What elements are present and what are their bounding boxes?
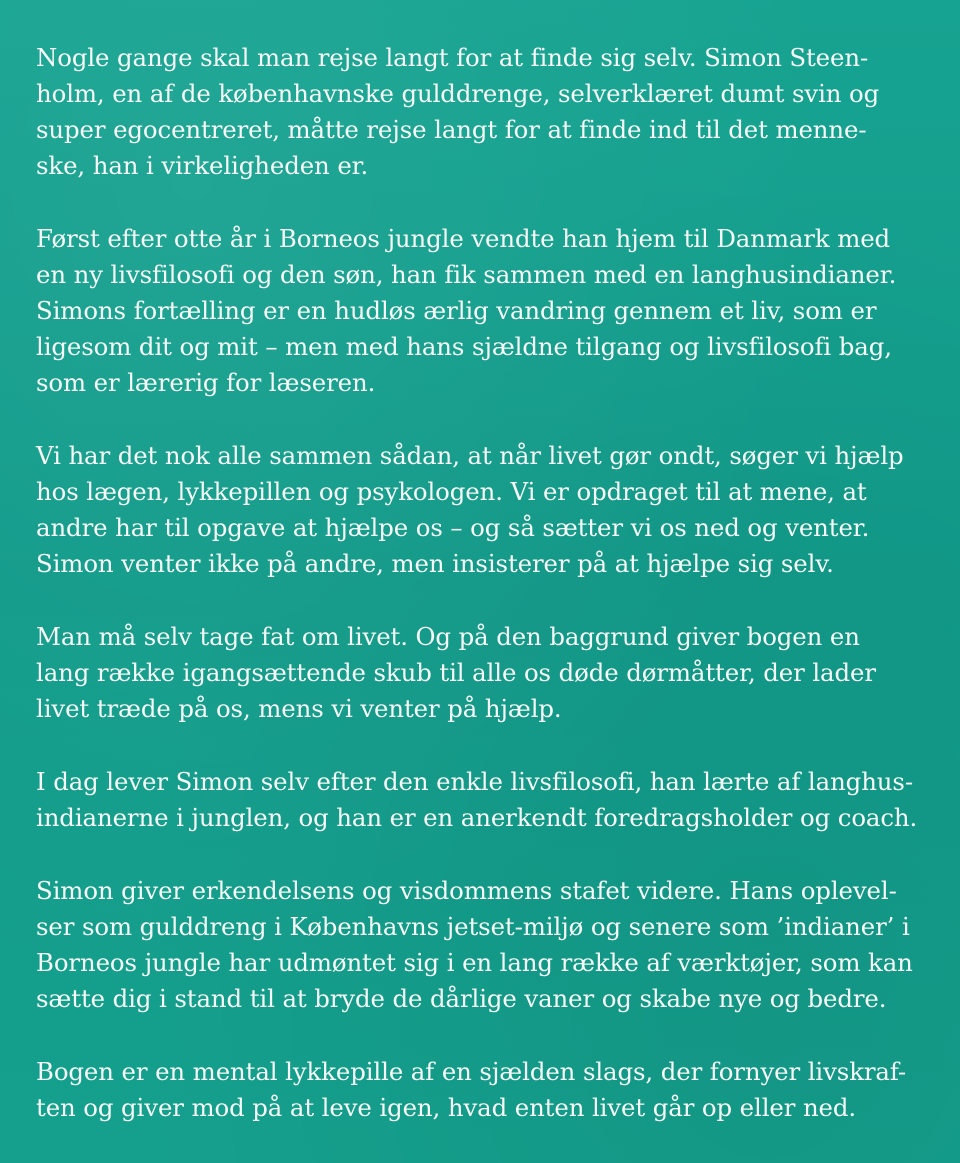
text-line: ligesom dit og mit – men med hans sjældne tilgang og livsfilosofi bag, xyxy=(36,332,892,361)
text-line: Simon giver erkendelsens og visdommens stafet videre. Hans oplevel- xyxy=(36,876,897,905)
text-line: som er lærerig for læseren. xyxy=(36,368,376,397)
text-line: Nogle gange skal man rejse langt for at finde sig selv. Simon Steen- xyxy=(36,43,869,72)
text-line: ser som gulddreng i Københavns jetset-miljø og senere som ’indianer’ i xyxy=(36,912,910,941)
paragraph-1 xyxy=(36,40,922,184)
text-line: holm, en af de københavnske gulddrenge, selverklæret dumt svin og xyxy=(36,79,880,108)
text-line: Borneos jungle har udmøntet sig i en lang række af værktøjer, som kan xyxy=(36,948,913,977)
text-line: sætte dig i stand til at bryde de dårlige vaner og skabe nye og bedre. xyxy=(36,984,887,1013)
text-line: Simon venter ikke på andre, men insisterer på at hjælpe sig selv. xyxy=(36,549,834,578)
text-line: ske, han i virkeligheden er. xyxy=(36,151,369,180)
paragraph-7 xyxy=(36,1054,922,1126)
text-line: andre har til opgave at hjælpe os – og så sætter vi os ned og venter. xyxy=(36,513,870,542)
text-line: livet træde på os, mens vi venter på hjælp. xyxy=(36,694,562,723)
text-line: Først efter otte år i Borneos jungle vendte han hjem til Danmark med xyxy=(36,224,891,253)
text-line: I dag lever Simon selv efter den enkle livsfilosofi, han lærte af langhus- xyxy=(36,767,913,796)
text-line: lang række igangsættende skub til alle os døde dørmåtter, der lader xyxy=(36,658,876,687)
text-line: Bogen er en mental lykkepille af en sjælden slags, der fornyer livskraf- xyxy=(36,1057,907,1086)
text-line: hos lægen, lykkepillen og psykologen. Vi er opdraget til at mene, at xyxy=(36,477,867,506)
text-line: Simons fortælling er en hudløs ærlig vandring gennem et liv, som er xyxy=(36,296,877,325)
text-line: ten og giver mod på at leve igen, hvad enten livet går op eller ned. xyxy=(36,1093,857,1122)
text-line: Vi har det nok alle sammen sådan, at når livet gør ondt, søger vi hjælp xyxy=(36,441,904,470)
text-line: en ny livsfilosofi og den søn, han fik sammen med en langhusindianer. xyxy=(36,260,897,289)
paragraph-5 xyxy=(36,764,922,836)
paragraph-3 xyxy=(36,438,922,582)
text-line: indianerne i junglen, og han er en anerkendt foredragsholder og coach. xyxy=(36,803,918,832)
text-line: Man må selv tage fat om livet. Og på den baggrund giver bogen en xyxy=(36,622,860,651)
paragraph-4 xyxy=(36,619,922,727)
paragraph-2 xyxy=(36,221,922,401)
text-line: super egocentreret, måtte rejse langt for at finde ind til det menne- xyxy=(36,115,867,144)
paragraph-6 xyxy=(36,873,922,1017)
